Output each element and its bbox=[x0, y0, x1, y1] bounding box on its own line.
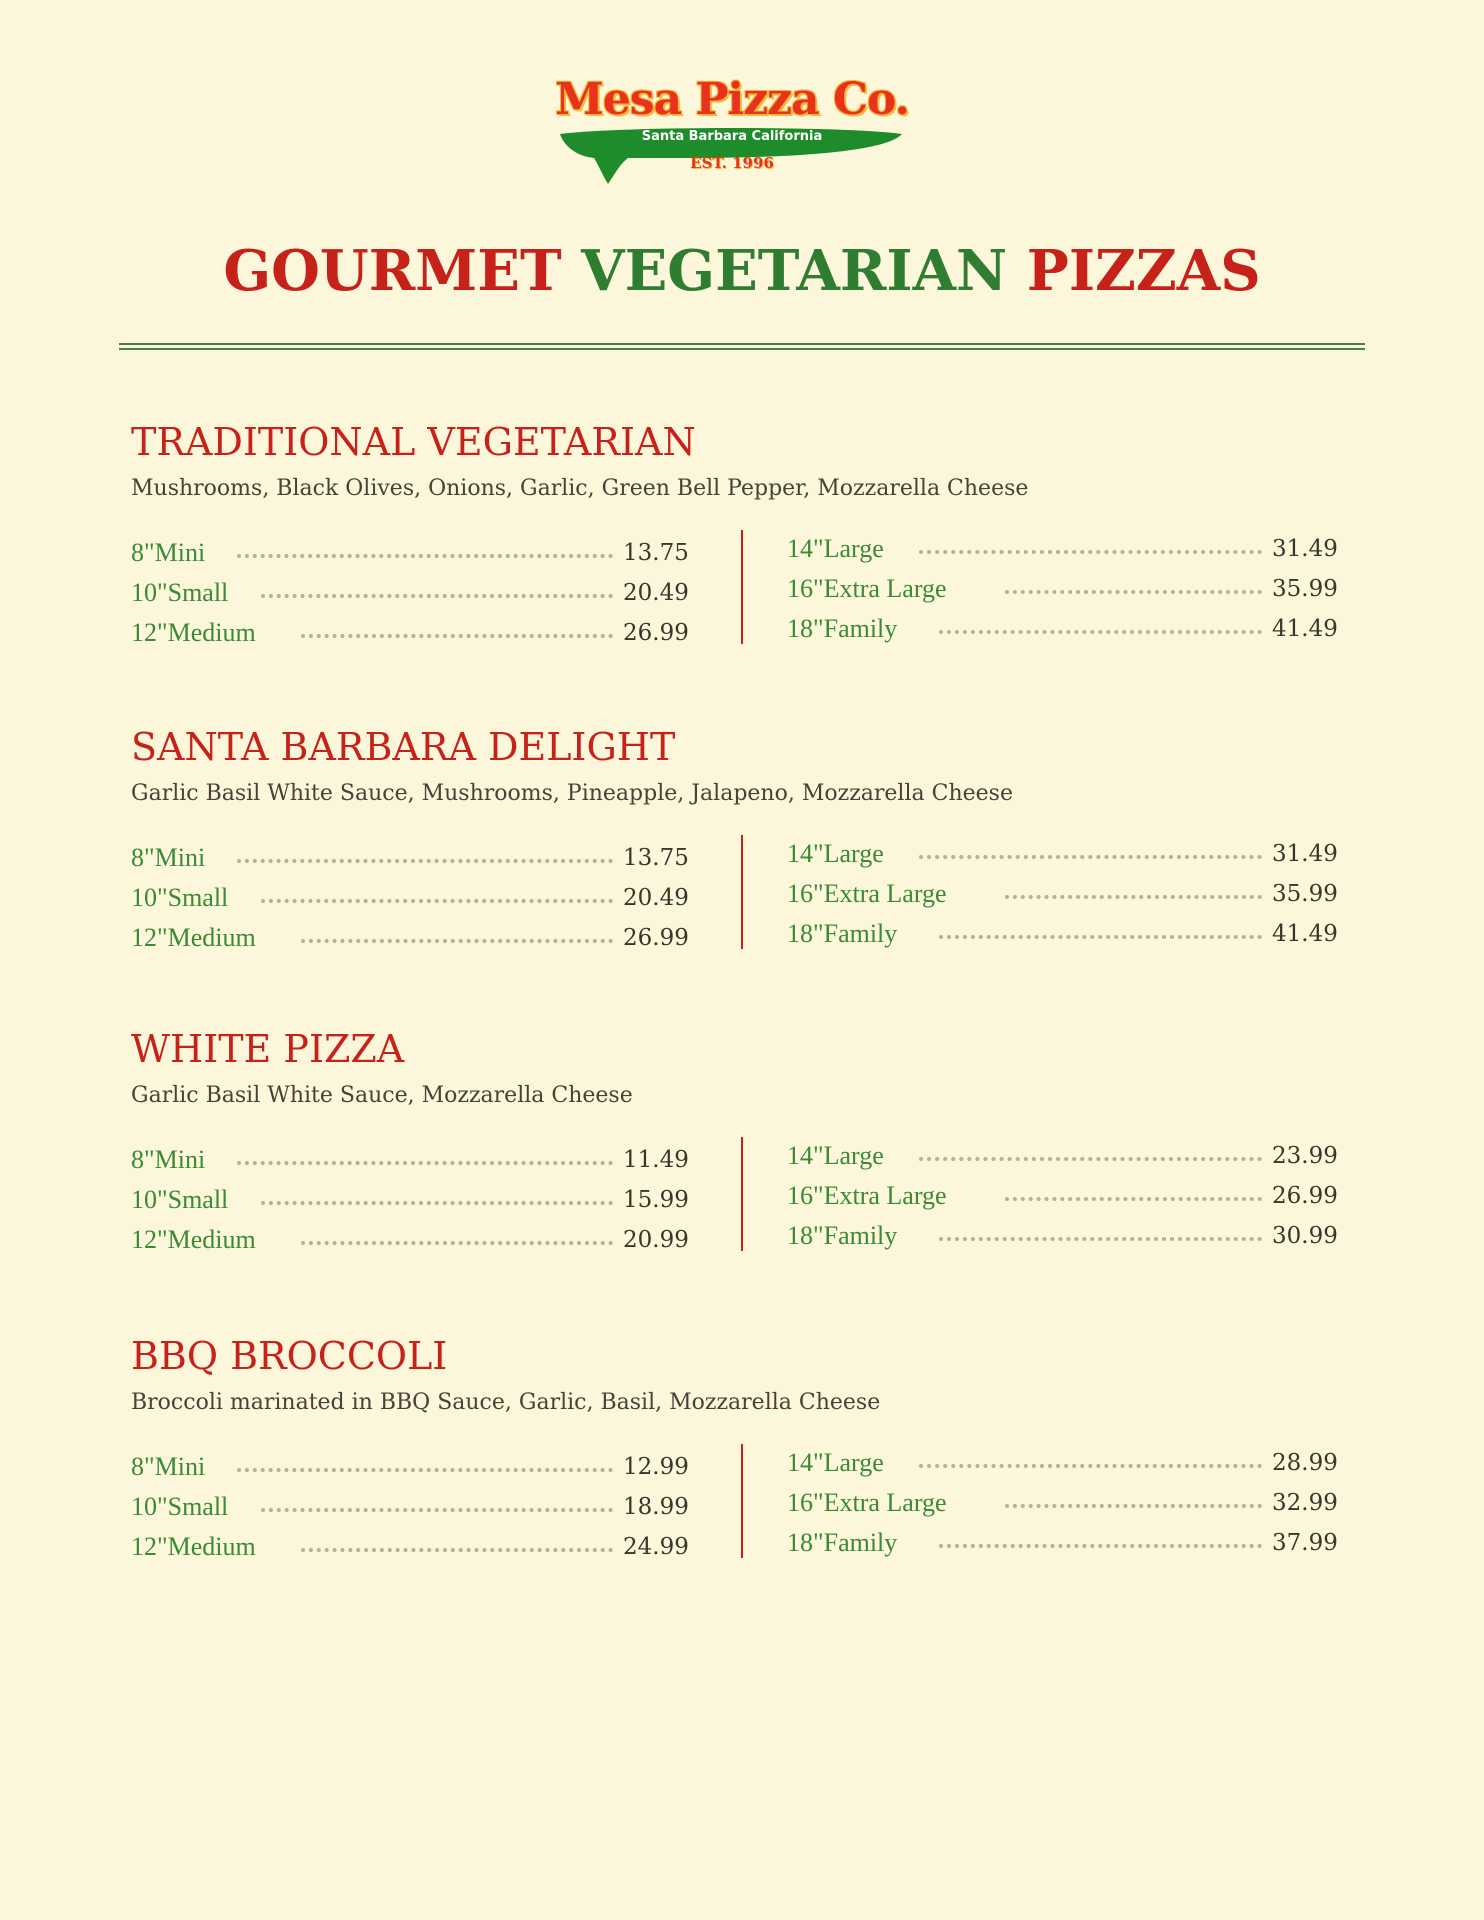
logo-name: Mesa Pizza Co. bbox=[555, 74, 909, 125]
size-label: 10"Small bbox=[131, 883, 229, 912]
size-label: 12"Medium bbox=[131, 1225, 256, 1254]
dot-leader bbox=[1005, 895, 1262, 899]
size-price-row bbox=[131, 1452, 693, 1486]
price: 13.75 bbox=[623, 540, 689, 566]
size-price-row bbox=[787, 1448, 1342, 1482]
price: 11.49 bbox=[623, 1147, 689, 1173]
price: 20.49 bbox=[623, 885, 689, 911]
dot-leader bbox=[237, 554, 613, 558]
size-price-row bbox=[787, 1181, 1342, 1215]
pizza-name: WHITE PIZZA bbox=[131, 1027, 405, 1071]
size-label: 14"Large bbox=[787, 1141, 884, 1170]
logo-established: EST. 1996 bbox=[690, 154, 774, 172]
size-price-row bbox=[131, 578, 693, 612]
dot-leader bbox=[1005, 1197, 1262, 1201]
price: 18.99 bbox=[623, 1494, 689, 1520]
dot-leader bbox=[261, 1201, 613, 1205]
menu-section bbox=[131, 420, 1361, 660]
dot-leader bbox=[301, 1241, 613, 1245]
price: 13.75 bbox=[623, 845, 689, 871]
size-price-row bbox=[787, 1488, 1342, 1522]
title-word-gourmet: GOURMET bbox=[223, 238, 562, 304]
price: 35.99 bbox=[1272, 881, 1338, 907]
size-label: 14"Large bbox=[787, 839, 884, 868]
size-label: 12"Medium bbox=[131, 923, 256, 952]
logo-subtitle: Santa Barbara California bbox=[641, 129, 823, 144]
title-word-pizzas: PIZZAS bbox=[1026, 238, 1261, 304]
size-price-row bbox=[131, 843, 693, 877]
dot-leader bbox=[919, 855, 1262, 859]
price: 31.49 bbox=[1272, 841, 1338, 867]
price: 41.49 bbox=[1272, 616, 1338, 642]
size-label: 10"Small bbox=[131, 1492, 229, 1521]
price: 31.49 bbox=[1272, 536, 1338, 562]
price: 15.99 bbox=[623, 1187, 689, 1213]
dot-leader bbox=[939, 630, 1262, 634]
size-price-row bbox=[131, 883, 693, 917]
size-label: 16"Extra Large bbox=[787, 1181, 947, 1210]
size-label: 18"Family bbox=[787, 1528, 898, 1557]
page-title bbox=[0, 238, 1484, 304]
size-price-row bbox=[787, 574, 1342, 608]
dot-leader bbox=[261, 1508, 613, 1512]
restaurant-logo bbox=[552, 72, 912, 182]
dot-leader bbox=[237, 859, 613, 863]
column-divider bbox=[741, 1444, 743, 1558]
size-label: 10"Small bbox=[131, 1185, 229, 1214]
size-label: 8"Mini bbox=[131, 1145, 206, 1174]
column-divider bbox=[741, 1137, 743, 1251]
dot-leader bbox=[939, 1237, 1262, 1241]
dot-leader bbox=[1005, 590, 1262, 594]
price: 20.49 bbox=[623, 580, 689, 606]
dot-leader bbox=[919, 1464, 1262, 1468]
price: 37.99 bbox=[1272, 1530, 1338, 1556]
size-label: 8"Mini bbox=[131, 538, 206, 567]
pizza-name: SANTA BARBARA DELIGHT bbox=[131, 725, 676, 769]
dot-leader bbox=[919, 550, 1262, 554]
size-label: 12"Medium bbox=[131, 618, 256, 647]
price: 26.99 bbox=[623, 620, 689, 646]
size-label: 16"Extra Large bbox=[787, 1488, 947, 1517]
size-label: 14"Large bbox=[787, 534, 884, 563]
size-label: 16"Extra Large bbox=[787, 574, 947, 603]
menu-section bbox=[131, 1027, 1361, 1267]
dot-leader bbox=[261, 594, 613, 598]
price: 26.99 bbox=[623, 925, 689, 951]
price: 23.99 bbox=[1272, 1143, 1338, 1169]
menu-section bbox=[131, 1334, 1361, 1574]
dot-leader bbox=[1005, 1504, 1262, 1508]
menu-section bbox=[131, 725, 1361, 965]
size-label: 14"Large bbox=[787, 1448, 884, 1477]
size-price-row bbox=[787, 879, 1342, 913]
size-price-row bbox=[131, 538, 693, 572]
pizza-name: BBQ BROCCOLI bbox=[131, 1334, 448, 1378]
size-label: 16"Extra Large bbox=[787, 879, 947, 908]
size-price-row bbox=[131, 1185, 693, 1219]
price: 30.99 bbox=[1272, 1223, 1338, 1249]
pizza-name: TRADITIONAL VEGETARIAN bbox=[131, 420, 696, 464]
size-label: 18"Family bbox=[787, 919, 898, 948]
title-divider-bottom bbox=[119, 348, 1365, 350]
size-price-row bbox=[787, 534, 1342, 568]
price: 32.99 bbox=[1272, 1490, 1338, 1516]
dot-leader bbox=[301, 939, 613, 943]
size-price-row bbox=[131, 1532, 693, 1566]
size-price-row bbox=[787, 614, 1342, 648]
price: 12.99 bbox=[623, 1454, 689, 1480]
size-price-row bbox=[787, 1528, 1342, 1562]
size-price-row bbox=[131, 923, 693, 957]
price: 26.99 bbox=[1272, 1183, 1338, 1209]
dot-leader bbox=[301, 1548, 613, 1552]
dot-leader bbox=[939, 935, 1262, 939]
size-price-row bbox=[131, 618, 693, 652]
price: 28.99 bbox=[1272, 1450, 1338, 1476]
size-label: 12"Medium bbox=[131, 1532, 256, 1561]
size-price-row bbox=[787, 919, 1342, 953]
size-price-row bbox=[787, 1221, 1342, 1255]
title-divider-top bbox=[119, 343, 1365, 345]
size-label: 8"Mini bbox=[131, 1452, 206, 1481]
size-price-row bbox=[131, 1145, 693, 1179]
dot-leader bbox=[237, 1468, 613, 1472]
size-price-row bbox=[131, 1492, 693, 1526]
size-label: 8"Mini bbox=[131, 843, 206, 872]
size-label: 10"Small bbox=[131, 578, 229, 607]
pizza-ingredients: Garlic Basil White Sauce, Mushrooms, Pineapple, Jalapeno, Mozzarella Cheese bbox=[131, 781, 1013, 806]
size-price-row bbox=[787, 839, 1342, 873]
price: 35.99 bbox=[1272, 576, 1338, 602]
pizza-ingredients: Garlic Basil White Sauce, Mozzarella Cheese bbox=[131, 1083, 633, 1108]
dot-leader bbox=[237, 1161, 613, 1165]
size-label: 18"Family bbox=[787, 1221, 898, 1250]
dot-leader bbox=[301, 634, 613, 638]
column-divider bbox=[741, 530, 743, 644]
price: 24.99 bbox=[623, 1534, 689, 1560]
price: 20.99 bbox=[623, 1227, 689, 1253]
dot-leader bbox=[261, 899, 613, 903]
dot-leader bbox=[939, 1544, 1262, 1548]
column-divider bbox=[741, 835, 743, 949]
size-price-row bbox=[131, 1225, 693, 1259]
pizza-ingredients: Broccoli marinated in BBQ Sauce, Garlic, Basil, Mozzarella Cheese bbox=[131, 1390, 881, 1415]
price: 41.49 bbox=[1272, 921, 1338, 947]
size-price-row bbox=[787, 1141, 1342, 1175]
dot-leader bbox=[919, 1157, 1262, 1161]
pizza-ingredients: Mushrooms, Black Olives, Onions, Garlic, Green Bell Pepper, Mozzarella Cheese bbox=[131, 476, 1029, 501]
size-label: 18"Family bbox=[787, 614, 898, 643]
title-word-vegetarian: VEGETARIAN bbox=[581, 238, 1008, 304]
